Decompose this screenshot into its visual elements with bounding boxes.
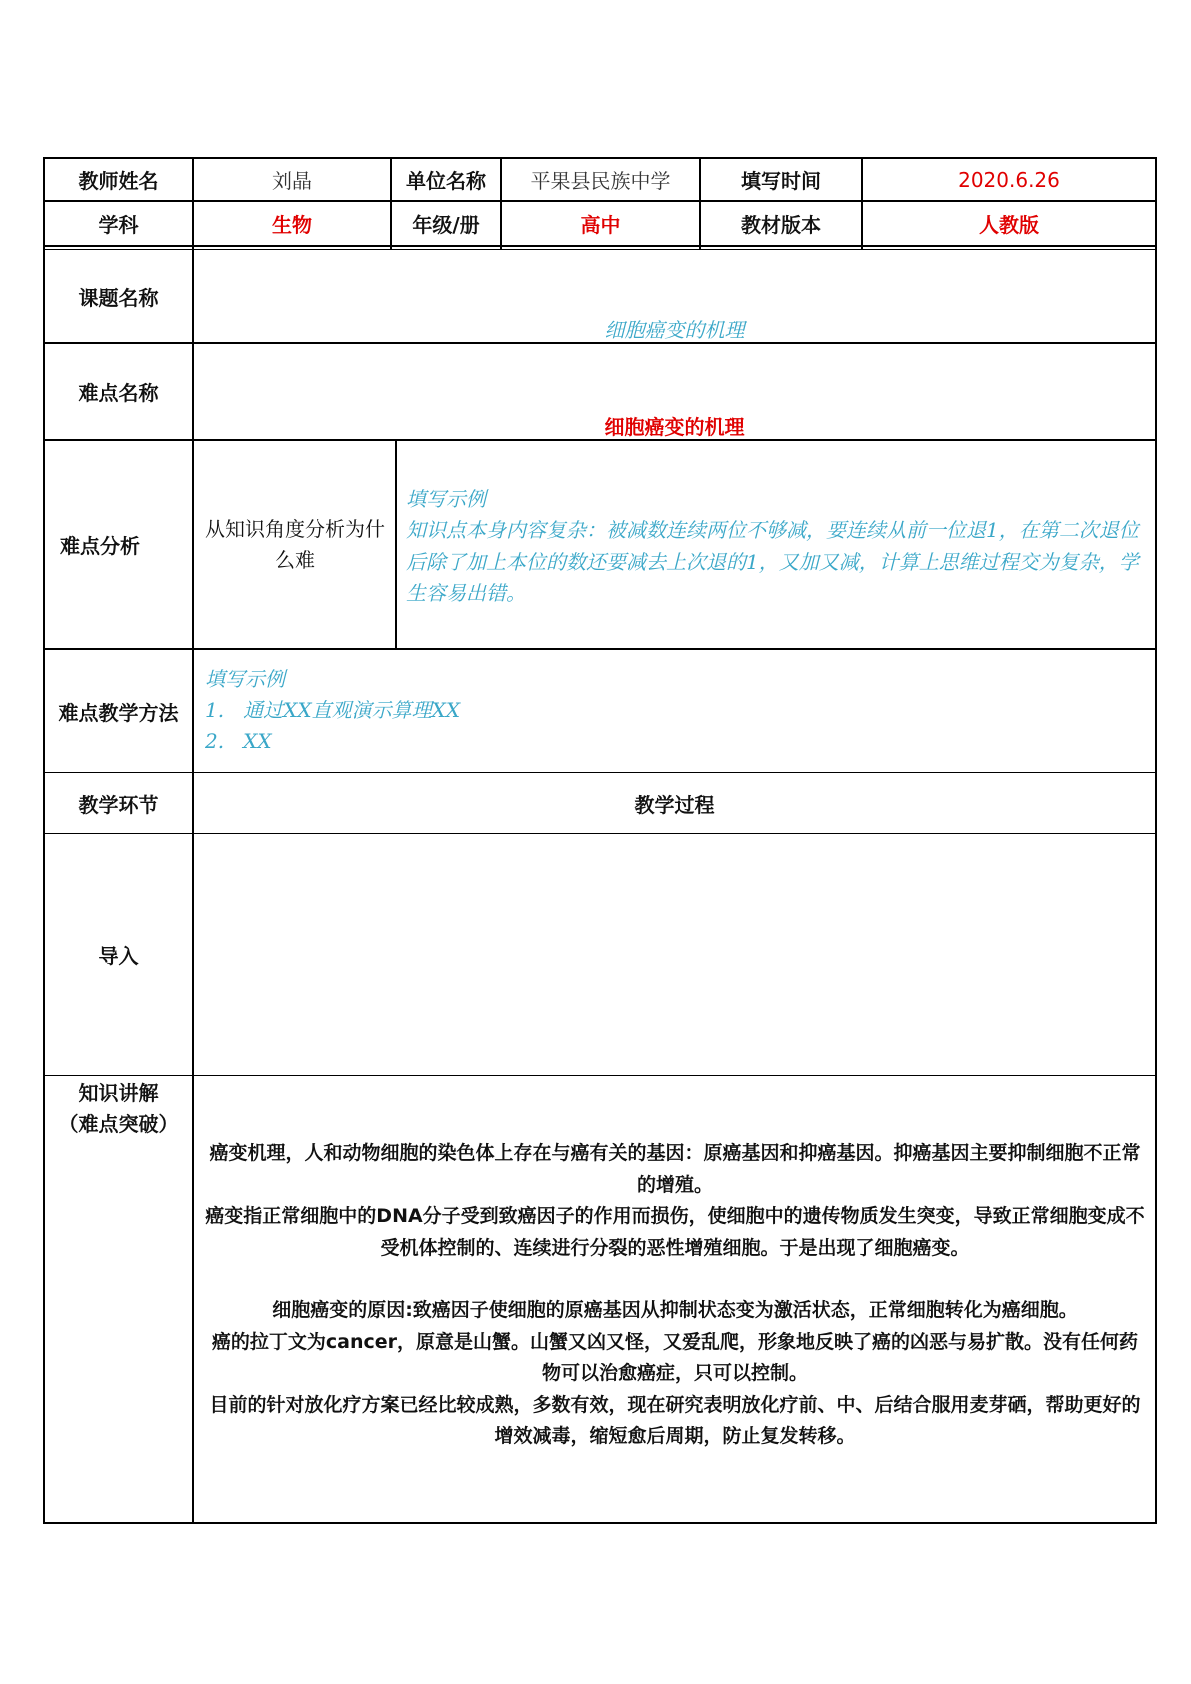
unit-name-label: 单位名称 (406, 169, 486, 193)
edition-label: 教材版本 (741, 213, 821, 237)
fill-date-label: 填写时间 (741, 169, 821, 193)
process-content-header: 教学过程 (634, 792, 715, 817)
topic-value: 细胞癌变的机理 (604, 318, 745, 342)
method-item: 2. XX (205, 729, 272, 753)
process-step-header: 教学环节 (78, 792, 159, 817)
method-label: 难点教学方法 (58, 700, 179, 725)
analysis-sub-label: 从知识角度分析为什么难 (205, 516, 385, 572)
difficulty-label: 难点名称 (78, 381, 159, 405)
knowledge-paragraph: 目前的针对放化疗方案已经比较成熟，多数有效，现在研究表明放化疗前、中、后结合服用麦芽硒，帮助更好的增效减毒，缩短愈后周期，防止复发转移。 (209, 1393, 1141, 1447)
method-item: 1. 通过XX直观演示算理XX (205, 698, 461, 722)
topic-label: 课题名称 (78, 285, 159, 310)
knowledge-label-line1: 知识讲解 (78, 1081, 159, 1105)
col-divider (395, 439, 397, 648)
knowledge-paragraph: 癌变指正常细胞中的DNA分子受到致癌因子的作用而损伤，使细胞中的遗传物质发生突变，导致正常细胞变成不受机体控制的、连续进行分裂的恶性增殖细胞。于是出现了细胞癌变。 (205, 1205, 1145, 1259)
knowledge-content (205, 1138, 1145, 1453)
teacher-name-value: 刘晶 (272, 169, 312, 193)
row-divider (43, 249, 1157, 250)
knowledge-paragraph: 癌的拉丁文为cancer，原意是山蟹。山蟹又凶又怪，又爱乱爬，形象地反映了癌的凶恶与易扩散。没有任何药物可以治愈癌症，只可以控制。 (211, 1330, 1139, 1384)
row-divider (43, 245, 1157, 247)
grade-label: 年级/册 (412, 213, 480, 237)
subject-label: 学科 (98, 213, 139, 237)
knowledge-label (45, 1078, 192, 1140)
grade-value: 高中 (580, 213, 621, 237)
method-example (205, 664, 1105, 757)
analysis-example-title: 填写示例 (406, 487, 486, 511)
intro-label: 导入 (98, 944, 139, 968)
intro-content (194, 834, 1155, 1075)
difficulty-value: 细胞癌变的机理 (604, 414, 745, 439)
method-example-title: 填写示例 (205, 667, 285, 691)
analysis-example (406, 484, 1146, 610)
knowledge-label-line2: （难点突破） (58, 1112, 179, 1136)
row-divider (43, 648, 1157, 650)
edition-value: 人教版 (979, 213, 1039, 237)
unit-name-value: 平果县民族中学 (530, 169, 671, 193)
fill-date-value: 2020.6.26 (958, 167, 1060, 192)
analysis-label: 难点分析 (60, 534, 140, 558)
teacher-name-label: 教师姓名 (78, 169, 159, 193)
subject-value: 生物 (272, 213, 312, 237)
row-divider (43, 342, 1157, 344)
knowledge-paragraph: 癌变机理，人和动物细胞的染色体上存在与癌有关的基因：原癌基因和抑癌基因。抑癌基因主要抑制细胞不正常的增殖。 (209, 1142, 1141, 1196)
knowledge-paragraph: 细胞癌变的原因:致癌因子使细胞的原癌基因从抑制状态变为激活状态，正常细胞转化为癌细胞。 (272, 1299, 1078, 1321)
row-divider (43, 1075, 1157, 1076)
analysis-example-text: 知识点本身内容复杂：被减数连续两位不够减，要连续从前一位退1，在第二次退位后除了加上本位的数还要减去上次退的1，又加又减，计算上思维过程交为复杂，学生容易出错。 (406, 518, 1139, 605)
